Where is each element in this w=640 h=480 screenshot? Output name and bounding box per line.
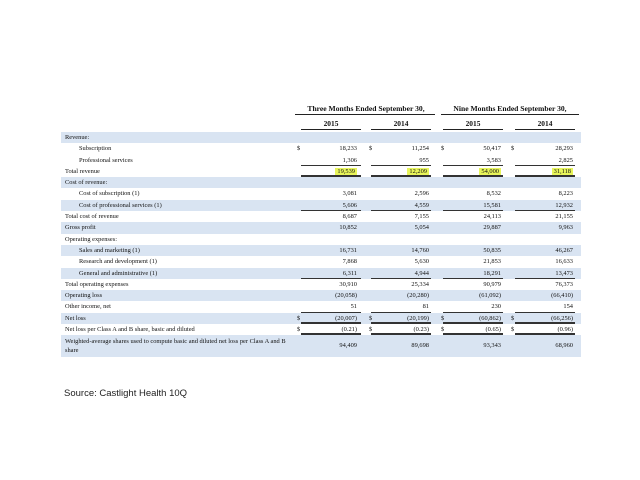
- cell-value: [369, 279, 429, 290]
- value-text: 15,581: [483, 201, 501, 209]
- currency-symbol: $: [369, 314, 373, 322]
- table-row: [61, 177, 581, 188]
- year-underline: [515, 129, 575, 130]
- currency-symbol: $: [369, 145, 373, 153]
- highlighted-value: 19,539: [337, 167, 355, 175]
- cell-value: [441, 341, 501, 350]
- cell-value: [513, 222, 573, 233]
- cell-value: [369, 256, 429, 267]
- table-row: [61, 290, 581, 301]
- value-text: 50,417: [483, 145, 501, 153]
- cell-value: [369, 245, 429, 256]
- cell-value: [369, 143, 429, 154]
- highlighted-value: 31,118: [553, 167, 571, 175]
- year-underline: [443, 129, 503, 130]
- cell-value: [441, 143, 501, 154]
- cell-value: [513, 188, 573, 199]
- table-row: [61, 222, 581, 233]
- table-row: [61, 301, 581, 312]
- table-row: [61, 132, 581, 143]
- highlighted-value: 54,000: [481, 167, 499, 175]
- value-text: (66,410): [551, 292, 573, 300]
- currency-symbol: $: [511, 314, 515, 322]
- cell-value: [369, 341, 429, 350]
- cell-value: [297, 279, 357, 290]
- value-text: (0.21): [341, 326, 357, 334]
- table-row: [61, 268, 581, 279]
- value-text: 230: [491, 303, 501, 311]
- value-text: (0.96): [557, 326, 573, 334]
- currency-symbol: $: [297, 326, 301, 334]
- value-text: (61,092): [479, 292, 501, 300]
- year-underline: [371, 129, 431, 130]
- row-label: Revenue:: [65, 134, 90, 141]
- value-text: 7,868: [342, 258, 357, 266]
- cell-value: [369, 211, 429, 222]
- table-row: [61, 245, 581, 256]
- cell-value: [297, 290, 357, 301]
- value-text: (20,058): [335, 292, 357, 300]
- cell-value: [513, 290, 573, 301]
- value-text: (66,256): [551, 314, 573, 322]
- cell-value: [297, 341, 357, 350]
- value-text: (20,007): [335, 314, 357, 322]
- value-text: 89,698: [411, 342, 429, 350]
- value-text: 8,532: [486, 190, 501, 198]
- cell-value: [297, 211, 357, 222]
- cell-value: [369, 188, 429, 199]
- year-header: 2015: [323, 119, 339, 128]
- value-text: (60,862): [479, 314, 501, 322]
- value-text: 51: [350, 303, 357, 311]
- value-text: 18,291: [483, 269, 501, 277]
- value-text: 50,835: [483, 246, 501, 254]
- income-statement-table: [61, 100, 581, 357]
- currency-symbol: $: [441, 326, 445, 334]
- value-text: 3,081: [342, 190, 357, 198]
- row-label: Weighted-average shares used to compute basic and diluted net loss per Class A and B share: [65, 338, 286, 355]
- table-row: [61, 166, 581, 177]
- header-divider: [295, 114, 435, 115]
- value-text: 21,853: [483, 258, 501, 266]
- table-row: [61, 211, 581, 222]
- table-row: [61, 256, 581, 267]
- row-label: Other income, net: [65, 303, 111, 311]
- row-label: Cost of revenue:: [65, 179, 108, 187]
- table-row: [61, 335, 581, 357]
- cell-value: [297, 245, 357, 256]
- currency-symbol: $: [511, 326, 515, 334]
- year-header: 2015: [465, 119, 481, 128]
- header-three-months: Three Months Ended September 30,: [307, 104, 425, 113]
- row-label: Net loss: [65, 314, 86, 322]
- table-row: [61, 234, 581, 245]
- table-header: [61, 100, 581, 132]
- table-row: [61, 313, 581, 324]
- cell-value: [297, 222, 357, 233]
- value-text: 5,630: [414, 258, 429, 266]
- value-text: 13,473: [555, 269, 573, 277]
- cell-value: [369, 290, 429, 301]
- value-text: 2,825: [558, 156, 573, 164]
- value-text: 81: [422, 303, 429, 311]
- row-label: Total operating expenses: [65, 280, 129, 288]
- cell-value: [441, 222, 501, 233]
- value-text: 5,054: [414, 224, 429, 232]
- value-text: (0.23): [413, 326, 429, 334]
- value-text: 2,596: [414, 190, 429, 198]
- row-label: Subscription: [79, 145, 112, 153]
- cell-value: [441, 256, 501, 267]
- row-label: Total cost of revenue: [65, 213, 119, 221]
- value-text: 94,409: [339, 342, 357, 350]
- value-text: 11,254: [411, 145, 429, 153]
- cell-value: [513, 341, 573, 350]
- cell-value: [297, 188, 357, 199]
- row-label: Research and development (1): [79, 258, 157, 266]
- value-text: 4,559: [414, 201, 429, 209]
- value-text: 8,687: [342, 213, 357, 221]
- cell-value: [513, 245, 573, 256]
- row-label: Sales and marketing (1): [79, 246, 140, 254]
- value-text: 93,343: [483, 342, 501, 350]
- row-label: Operating expenses:: [65, 235, 117, 243]
- header-divider: [441, 114, 579, 115]
- value-text: 10,852: [339, 224, 357, 232]
- table-row: [61, 324, 581, 335]
- currency-symbol: $: [369, 326, 373, 334]
- row-label: Operating loss: [65, 292, 103, 300]
- value-text: (0.65): [485, 326, 501, 334]
- value-text: 12,932: [555, 201, 573, 209]
- currency-symbol: $: [441, 145, 445, 153]
- value-text: 9,963: [558, 224, 573, 232]
- row-label: Cost of subscription (1): [79, 190, 140, 198]
- value-text: 4,944: [414, 269, 429, 277]
- row-label: Gross profit: [65, 224, 96, 232]
- currency-symbol: $: [511, 145, 515, 153]
- table-row: [61, 188, 581, 199]
- value-text: 5,606: [342, 201, 357, 209]
- table-row: [61, 143, 581, 154]
- table-row: [61, 155, 581, 166]
- cell-value: [297, 143, 357, 154]
- value-text: 18,233: [339, 145, 357, 153]
- row-label: Net loss per Class A and B share, basic and diluted: [65, 326, 195, 334]
- cell-value: [513, 211, 573, 222]
- value-text: 29,887: [483, 224, 501, 232]
- value-text: 68,960: [555, 342, 573, 350]
- value-text: 6,311: [342, 269, 357, 277]
- value-text: 8,223: [558, 190, 573, 198]
- year-header: 2014: [537, 119, 553, 128]
- value-text: (20,199): [407, 314, 429, 322]
- row-label: General and administrative (1): [79, 269, 158, 277]
- cell-value: [513, 256, 573, 267]
- table-row: [61, 200, 581, 211]
- cell-value: [513, 279, 573, 290]
- table-row: [61, 279, 581, 290]
- value-text: 90,979: [483, 280, 501, 288]
- source-caption: Source: Castlight Health 10Q: [64, 388, 188, 399]
- value-text: 14,760: [411, 246, 429, 254]
- value-text: 16,731: [339, 246, 357, 254]
- value-text: (20,280): [407, 292, 429, 300]
- value-text: 76,373: [555, 280, 573, 288]
- value-text: 3,583: [486, 156, 501, 164]
- cell-value: [441, 188, 501, 199]
- row-label: Professional services: [79, 156, 133, 164]
- cell-value: [441, 211, 501, 222]
- table-body: [61, 132, 581, 357]
- value-text: 16,633: [555, 258, 573, 266]
- cell-value: [441, 245, 501, 256]
- value-text: 154: [563, 303, 573, 311]
- cell-value: [513, 143, 573, 154]
- cell-value: [441, 279, 501, 290]
- currency-symbol: $: [441, 314, 445, 322]
- value-text: 1,306: [342, 156, 357, 164]
- year-underline: [301, 129, 361, 130]
- value-text: 21,155: [555, 213, 573, 221]
- value-text: 30,910: [339, 280, 357, 288]
- header-nine-months: Nine Months Ended September 30,: [453, 104, 567, 113]
- year-header: 2014: [393, 119, 409, 128]
- cell-value: [441, 290, 501, 301]
- value-text: 24,113: [483, 213, 501, 221]
- row-label: Cost of professional services (1): [79, 201, 162, 209]
- row-label: Total revenue: [65, 167, 100, 175]
- highlighted-value: 12,209: [409, 167, 427, 175]
- currency-symbol: $: [297, 145, 301, 153]
- value-text: 7,155: [414, 213, 429, 221]
- value-text: 955: [419, 156, 429, 164]
- value-text: 25,334: [411, 280, 429, 288]
- value-text: 46,267: [555, 246, 573, 254]
- value-text: 28,293: [555, 145, 573, 153]
- cell-value: [297, 256, 357, 267]
- cell-value: [369, 222, 429, 233]
- currency-symbol: $: [297, 314, 301, 322]
